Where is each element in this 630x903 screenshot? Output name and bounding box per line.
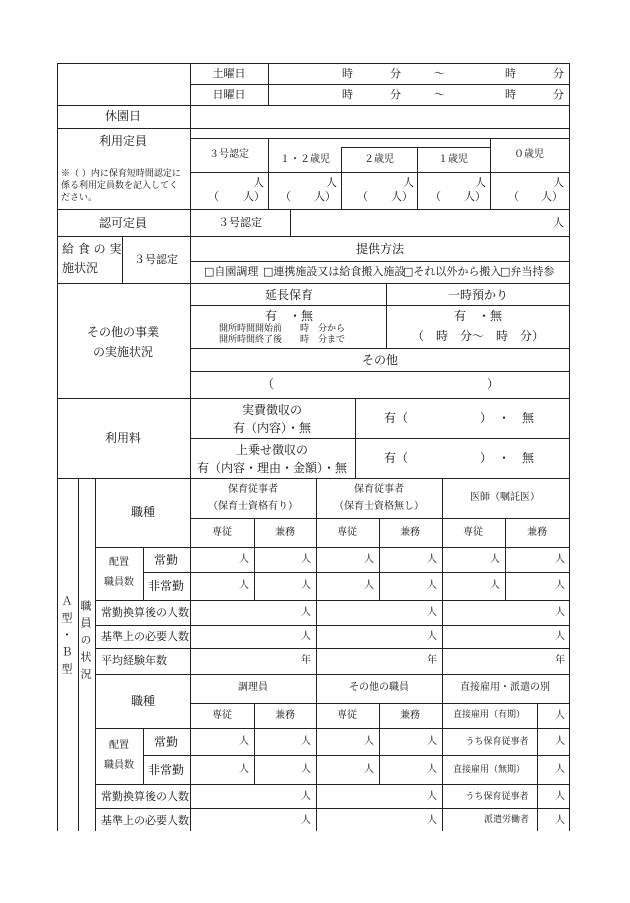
rule [190,438,569,439]
hour-unit: 時 [505,67,516,80]
unit-nin: 人 [555,815,565,826]
temporary-time: （ 時 分〜 時 分） [411,329,545,343]
paren-nin: 人） [243,190,265,203]
meal-option-lunchbox: □弁当持参 [500,265,555,278]
paren-nin: 人） [464,190,486,203]
other-business-label: の実施状況 [92,345,154,359]
other-label: その他 [361,353,399,367]
placement-label: 配置 [109,557,129,568]
extra-mu: ） ・ 無 [480,451,535,465]
other-staff-label: その他の職員 [349,682,409,693]
closed-day-label: 休園日 [104,109,142,123]
avg-exp-label: 平均経験年数 [101,654,167,667]
meals-method: 提供方法 [355,242,405,256]
rule [143,728,144,784]
other-business-label: その他の事業 [86,325,160,339]
rule [95,728,569,729]
placement-label: 配置 [109,740,129,751]
rule [490,138,491,209]
approved-nintei3: ３号認定 [218,216,262,229]
unit-nen: 年 [555,655,565,666]
approved-label: 認可定員 [98,216,148,230]
rule [190,63,191,398]
fulltime-label: 専従 [337,710,357,721]
rule [268,138,269,209]
paren-nin: 人） [391,190,413,203]
unit-nin: 人 [364,554,374,565]
paren-open: （ [262,377,275,391]
fte-label: 常勤換算後の人数 [101,790,189,803]
extra-fee-label: 上乗せ徴収の [235,443,309,457]
extra-ari: 有（ [384,451,409,465]
unit-nin: 人 [427,580,437,591]
age12-label: １・２歳児 [280,154,330,165]
paren-open: （ [208,190,219,203]
actual-cost-label: 実費徴収の [241,403,303,417]
regular-label: 常勤 [153,735,179,749]
unit-nin: 人 [301,791,311,802]
direct-fixed-label: 直接雇用（有期） [452,710,526,720]
rule [95,808,569,809]
nintei3-label: ３号認定 [209,149,249,160]
rule [268,63,269,105]
rule [316,478,317,674]
unit-nin: 人 [555,554,565,565]
extended-yes-no: 有 ・無 [264,309,314,323]
rule [569,63,570,831]
rule [190,138,569,139]
tilde: 〜 [434,88,445,101]
unit-nin: 人 [553,216,564,229]
unit-nin: 人 [239,764,249,775]
unit-nin: 人 [239,736,249,747]
rule [190,674,191,831]
placement-label: 職員数 [104,577,134,588]
doctor-label: 医師（嘱託医） [470,492,540,503]
unit-nin: 人 [364,736,374,747]
unit-nin: 人 [403,176,414,189]
paren-nin: 人） [314,190,336,203]
rule [190,371,569,372]
saturday-label: 土曜日 [212,67,246,80]
rule [537,703,538,831]
rule [190,172,569,173]
unit-nin: 人 [427,764,437,775]
unit-nin: 人 [427,631,437,642]
part-time-label: 非常勤 [147,579,185,593]
rule [95,600,569,601]
rule [505,518,506,600]
unit-nin: 人 [427,554,437,565]
temporary-care-label: 一時預かり [447,288,509,302]
minute-unit: 分 [390,88,401,101]
unit-nin: 人 [555,791,565,802]
meal-option-own-kitchen: □自園調理 [204,265,259,278]
concurrent-label: 兼務 [400,527,420,538]
rule [57,128,569,129]
unit-nin: 人 [364,764,374,775]
unit-nin: 人 [301,631,311,642]
direct-dispatch-label: 直接雇用・派遣の別 [460,682,550,693]
rule [341,147,342,209]
unit-nin: 人 [301,736,311,747]
unit-nin: 人 [427,815,437,826]
tilde: 〜 [434,67,445,80]
concurrent-label: 兼務 [275,710,295,721]
rule [57,478,569,479]
temporary-yes-no: 有 ・無 [453,309,503,323]
capacity-note: 係る利用定員数を記入してく [61,181,179,191]
capacity-note: ださい。 [61,193,98,203]
rule [442,478,443,674]
actual-cost-yes-no: 有（内容）・無 [232,421,312,435]
rule [442,674,443,831]
rule [143,547,144,600]
rule [190,398,191,478]
rule [57,398,569,399]
rule [190,305,569,306]
rule [417,147,418,209]
rule [122,236,123,283]
type-ab-label: Ａ型・Ｂ型 [60,595,73,680]
rule [379,703,380,784]
meals-label: 給 食 の 実 [62,242,122,256]
fte-label: 常勤換算後の人数 [101,606,189,619]
age0-label: ０歳児 [514,149,544,160]
unit-nin: 人 [253,176,264,189]
rule [379,518,380,600]
rule [190,84,569,85]
dispatch-label: 派遣労働者 [484,815,530,825]
required-label: 基準上の必要人数 [101,814,189,827]
rule [57,63,58,831]
of-which-worker-label: うち保育従事者 [465,792,529,802]
placement-label: 職員数 [104,760,134,771]
minute-unit: 分 [390,67,401,80]
unit-nen: 年 [301,655,311,666]
minute-unit: 分 [553,67,564,80]
unit-nin: 人 [555,580,565,591]
hour-unit: 時 [342,88,353,101]
meals-label: 施状況 [62,261,99,275]
job-type-label: 職種 [130,505,156,519]
fulltime-label: 専従 [212,527,232,538]
age1-label: １歳児 [438,154,468,165]
rule [57,105,569,106]
minute-unit: 分 [553,88,564,101]
rule [254,518,255,600]
worker-qualified: 保育従事者 [228,484,278,495]
rule [386,283,387,348]
rule [57,236,569,237]
rule [57,209,569,210]
rule [95,674,569,675]
rule [190,261,569,262]
fulltime-label: 専従 [463,527,483,538]
rule [95,478,96,831]
rule [316,674,317,831]
rule [57,283,569,284]
job-type-label: 職種 [130,694,156,708]
rule [190,478,191,547]
unit-nin: 人 [427,607,437,618]
unit-nin: 人 [239,554,249,565]
meals-nintei3: ３号認定 [134,253,178,266]
hour-unit: 時 [505,88,516,101]
actual-ari: 有（ [384,411,409,425]
staff-status-label: 職員の状況 [79,600,92,685]
unit-nin: 人 [427,791,437,802]
sunday-label: 日曜日 [212,88,246,101]
rule [95,648,569,649]
rule [190,348,569,349]
unit-nin: 人 [490,554,500,565]
unit-nin: 人 [301,580,311,591]
unit-nin: 人 [553,176,564,189]
direct-perm-label: 直接雇用（無期） [452,765,526,775]
fulltime-label: 専従 [212,710,232,721]
meal-option-partner: □連携施設又は給食搬入施設 [263,265,406,278]
unit-nin: 人 [490,580,500,591]
worker-qualified-note: （保育士資格有り） [208,501,298,512]
unit-nin: 人 [555,764,565,775]
rule [95,547,569,548]
worker-unqualified-note: （保育士資格無し） [334,501,424,512]
paren-open: （ [430,190,441,203]
unit-nin: 人 [555,736,565,747]
rule [190,547,191,600]
concurrent-label: 兼務 [400,710,420,721]
paren-open: （ [280,190,291,203]
cook-label: 調理員 [238,682,268,693]
rule [190,600,191,674]
unit-nen: 年 [427,655,437,666]
extended-close-time: 開所時間終了後 時 分まで [219,335,346,345]
rule [341,147,490,148]
rule [95,625,569,626]
unit-nin: 人 [475,176,486,189]
rule [254,703,255,784]
extended-care-label: 延長保育 [264,288,314,302]
rule [143,755,569,756]
unit-nin: 人 [301,815,311,826]
rule [290,209,291,236]
paren-close: ） [487,377,500,391]
concurrent-label: 兼務 [275,527,295,538]
worker-unqualified: 保育従事者 [354,484,404,495]
age2-label: ２歳児 [364,154,394,165]
meal-option-other-delivery: □それ以外から搬入 [403,265,502,278]
fulltime-label: 専従 [337,527,357,538]
unit-nin: 人 [555,710,565,721]
unit-nin: 人 [301,607,311,618]
capacity-note: ※（ ）内に保育短時間認定に [61,169,181,179]
concurrent-label: 兼務 [527,527,547,538]
paren-open: （ [508,190,519,203]
unit-nin: 人 [364,580,374,591]
unit-nin: 人 [326,176,337,189]
part-time-label: 非常勤 [147,763,185,777]
of-which-worker-label: うち保育従事者 [465,737,529,747]
unit-nin: 人 [239,580,249,591]
unit-nin: 人 [301,764,311,775]
extended-open-time: 開所時間開始前 時 分から [219,324,346,334]
paren-open: （ [357,190,368,203]
capacity-label: 利用定員 [98,134,148,148]
unit-nin: 人 [301,554,311,565]
unit-nin: 人 [427,736,437,747]
fees-label: 利用料 [104,431,142,445]
unit-nin: 人 [555,607,565,618]
actual-mu: ） ・ 無 [480,411,535,425]
rule [355,398,356,478]
regular-label: 常勤 [153,553,179,567]
unit-nin: 人 [555,631,565,642]
paren-nin: 人） [541,190,563,203]
rule [95,784,569,785]
hour-unit: 時 [342,67,353,80]
rule [57,63,569,64]
extra-fee-yes-no: 有（内容・理由・金額）・無 [196,461,348,475]
required-label: 基準上の必要人数 [101,630,189,643]
